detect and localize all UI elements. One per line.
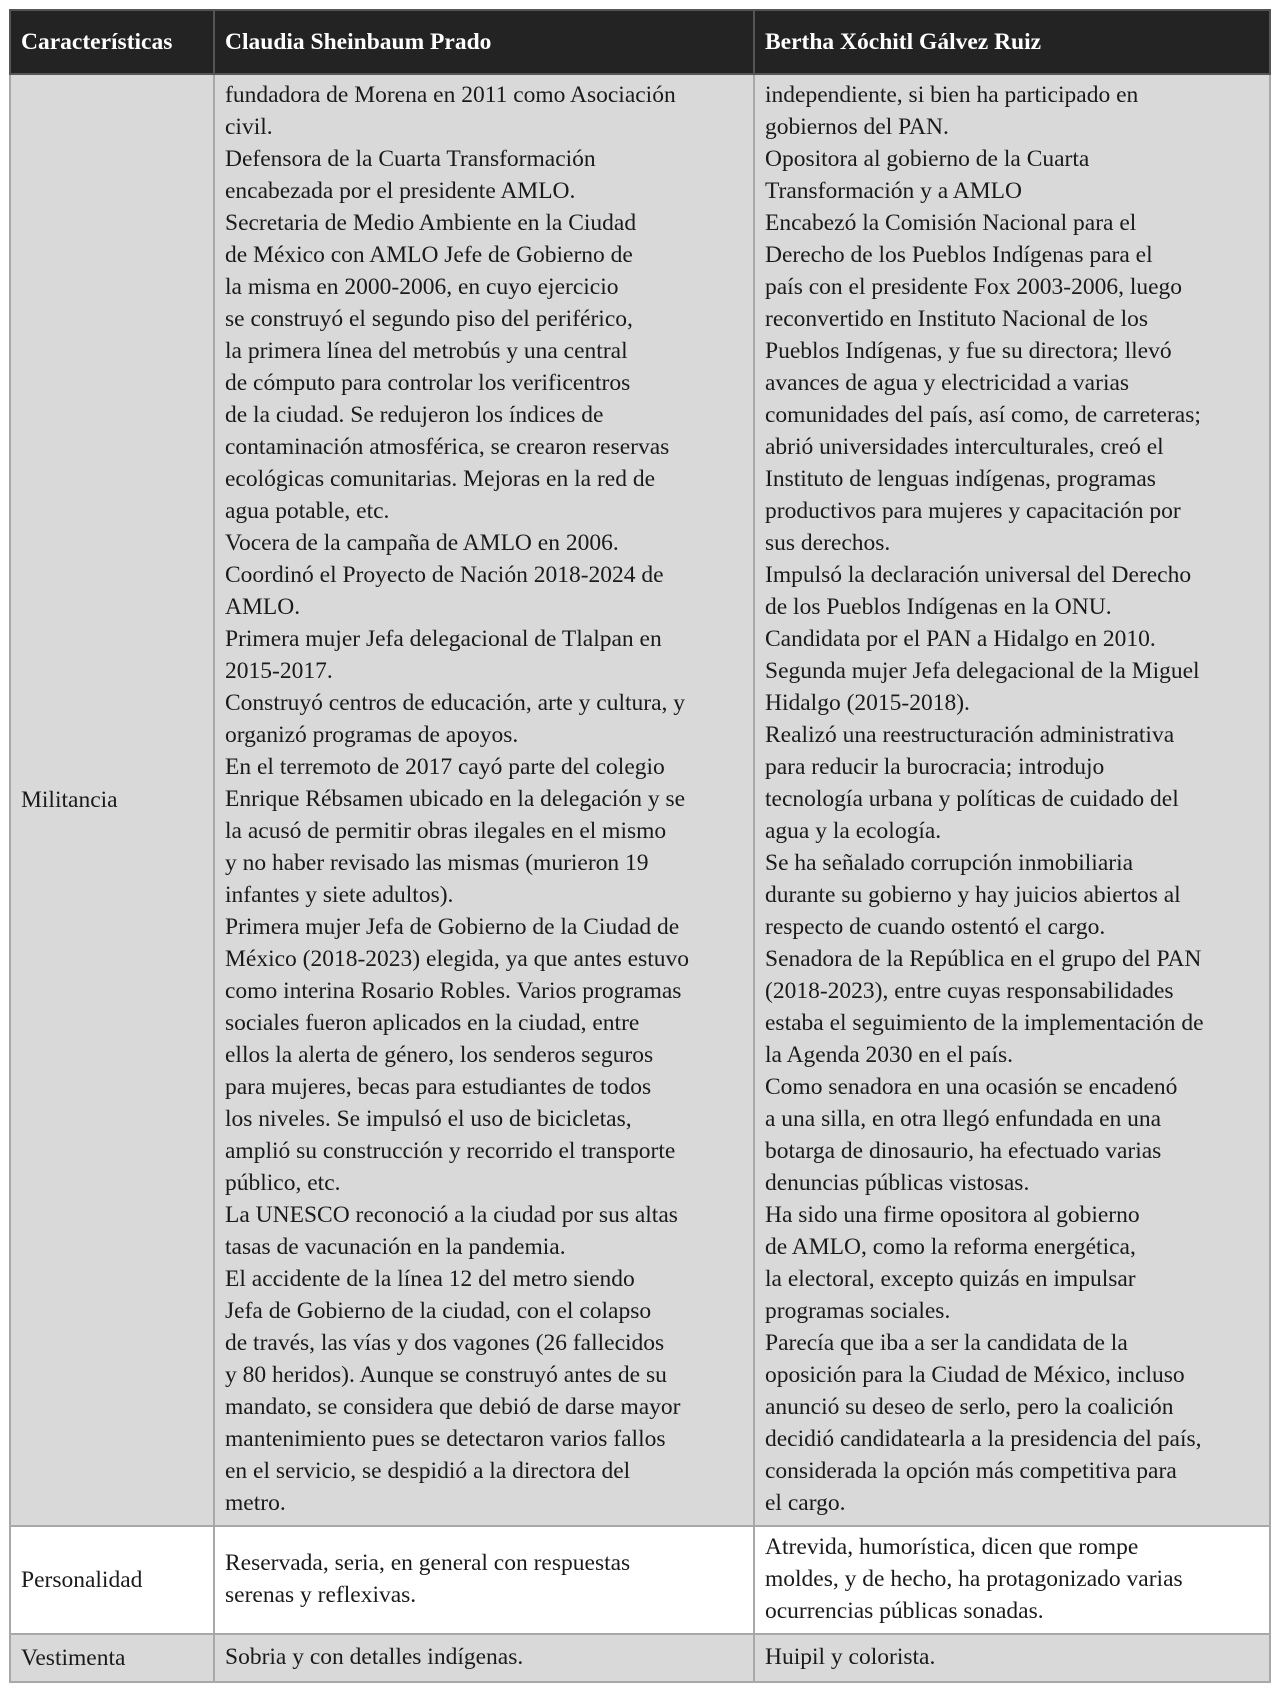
claudia-cell — [214, 74, 754, 1526]
row-label: Personalidad — [10, 1526, 214, 1634]
text-line: durante su gobierno y hay juicios abiertos al — [765, 882, 1181, 908]
text-line: ellos la alerta de género, los senderos seguros — [225, 1042, 654, 1068]
text-line: Reservada, seria, en general con respuestas — [225, 1550, 631, 1576]
text-line: El accidente de la línea 12 del metro siendo — [225, 1266, 635, 1292]
text-line: abrió universidades interculturales, creó el — [765, 434, 1164, 460]
text-line: Como senadora en una ocasión se encadenó — [765, 1074, 1178, 1100]
text-line: Construyó centros de educación, arte y cultura, y — [225, 690, 686, 716]
text-line: fundadora de Morena en 2011 como Asociación — [225, 82, 676, 108]
text-line: moldes, y de hecho, ha protagonizado varias — [765, 1566, 1183, 1592]
text-line: independiente, si bien ha participado en — [765, 82, 1139, 108]
text-line: Hidalgo (2015-2018). — [765, 690, 970, 716]
row-label: Vestimenta — [10, 1634, 214, 1682]
text-line: se construyó el segundo piso del periférico, — [225, 306, 633, 332]
text-line: Huipil y colorista. — [765, 1644, 936, 1670]
xochitl-cell — [754, 74, 1270, 1526]
xochitl-cell — [754, 1634, 1270, 1682]
text-line: de AMLO, como la reforma energética, — [765, 1234, 1136, 1260]
text-line: oposición para la Ciudad de México, incluso — [765, 1362, 1185, 1388]
row-label: Militancia — [10, 74, 214, 1526]
text-line: Derecho de los Pueblos Indígenas para el — [765, 242, 1153, 268]
text-line: país con el presidente Fox 2003-2006, luego — [765, 274, 1183, 300]
text-line: y 80 heridos). Aunque se construyó antes de su — [225, 1362, 667, 1388]
text-line: serenas y reflexivas. — [225, 1582, 417, 1608]
text-line: tecnología urbana y políticas de cuidado del — [765, 786, 1179, 812]
text-line: encabezada por el presidente AMLO. — [225, 178, 576, 204]
text-line: amplió su construcción y recorrido el transporte — [225, 1138, 676, 1164]
text-line: estaba el seguimiento de la implementación de — [765, 1010, 1204, 1036]
text-line: Instituto de lenguas indígenas, programas — [765, 466, 1156, 492]
text-line: de cómputo para controlar los verificentros — [225, 370, 631, 396]
text-line: En el terremoto de 2017 cayó parte del colegio — [225, 754, 665, 780]
text-line: y no haber revisado las mismas (murieron 19 — [225, 850, 649, 876]
text-line: Primera mujer Jefa delegacional de Tlalpan en — [225, 626, 662, 652]
text-line: gobiernos del PAN. — [765, 114, 949, 140]
claudia-cell — [214, 1634, 754, 1682]
text-line: civil. — [225, 114, 273, 140]
text-line: de México con AMLO Jefe de Gobierno de — [225, 242, 633, 268]
text-line: de través, las vías y dos vagones (26 fallecidos — [225, 1330, 665, 1356]
text-line: Realizó una reestructuración administrativa — [765, 722, 1175, 748]
text-line: productivos para mujeres y capacitación por — [765, 498, 1181, 524]
text-line: público, etc. — [225, 1170, 341, 1196]
text-line: tasas de vacunación en la pandemia. — [225, 1234, 566, 1260]
text-line: denuncias públicas vistosas. — [765, 1170, 1030, 1196]
text-line: infantes y siete adultos). — [225, 882, 454, 908]
text-line: avances de agua y electricidad a varias — [765, 370, 1130, 396]
text-line: considerada la opción más competitiva para — [765, 1458, 1177, 1484]
header-xochitl: Bertha Xóchitl Gálvez Ruiz — [754, 10, 1270, 74]
text-line: Segunda mujer Jefa delegacional de la Miguel — [765, 658, 1200, 684]
text-line: Vocera de la campaña de AMLO en 2006. — [225, 530, 619, 556]
text-line: agua y la ecología. — [765, 818, 942, 844]
text-line: Candidata por el PAN a Hidalgo en 2010. — [765, 626, 1156, 652]
text-line: comunidades del país, así como, de carreteras; — [765, 402, 1201, 428]
text-line: Coordinó el Proyecto de Nación 2018-2024 de — [225, 562, 664, 588]
text-line: Transformación y a AMLO — [765, 178, 1022, 204]
table-row-vestimenta — [10, 1634, 1270, 1682]
text-line: sus derechos. — [765, 530, 891, 556]
header-claudia: Claudia Sheinbaum Prado — [214, 10, 754, 74]
text-line: 2015-2017. — [225, 658, 333, 684]
text-line: de los Pueblos Indígenas en la ONU. — [765, 594, 1112, 620]
text-line: ecológicas comunitarias. Mejoras en la red de — [225, 466, 656, 492]
text-line: México (2018-2023) elegida, ya que antes estuvo — [225, 946, 689, 972]
text-line: contaminación atmosférica, se crearon reservas — [225, 434, 670, 460]
text-line: anunció su deseo de serlo, pero la coalición — [765, 1394, 1174, 1420]
text-line: para mujeres, becas para estudiantes de todos — [225, 1074, 652, 1100]
text-line: Se ha señalado corrupción inmobiliaria — [765, 850, 1134, 876]
text-line: la primera línea del metrobús y una central — [225, 338, 628, 364]
text-line: para reducir la burocracia; introdujo — [765, 754, 1105, 780]
claudia-cell — [214, 1526, 754, 1634]
text-line: sociales fueron aplicados en la ciudad, entre — [225, 1010, 640, 1036]
text-line: la misma en 2000-2006, en cuyo ejercicio — [225, 274, 619, 300]
text-line: mandato, se considera que debió de darse mayor — [225, 1394, 681, 1420]
text-line: organizó programas de apoyos. — [225, 722, 519, 748]
text-line: a una silla, en otra llegó enfundada en una — [765, 1106, 1162, 1132]
text-line: AMLO. — [225, 594, 301, 620]
text-line: Opositora al gobierno de la Cuarta — [765, 146, 1090, 172]
text-line: botarga de dinosaurio, ha efectuado varias — [765, 1138, 1162, 1164]
text-line: respecto de cuando ostentó el cargo. — [765, 914, 1106, 940]
table-row-personalidad — [10, 1526, 1270, 1634]
header-caracteristicas: Características — [10, 10, 214, 74]
text-line: Sobria y con detalles indígenas. — [225, 1644, 524, 1670]
text-line: en el servicio, se despidió a la directora del — [225, 1458, 631, 1484]
text-line: Senadora de la República en el grupo del PAN — [765, 946, 1202, 972]
text-line: Impulsó la declaración universal del Derecho — [765, 562, 1192, 588]
text-line: Jefa de Gobierno de la ciudad, con el colapso — [225, 1298, 652, 1324]
text-line: reconvertido en Instituto Nacional de los — [765, 306, 1149, 332]
text-line: Pueblos Indígenas, y fue su directora; llevó — [765, 338, 1172, 364]
text-line: la Agenda 2030 en el país. — [765, 1042, 1013, 1068]
text-line: Enrique Rébsamen ubicado en la delegación y se — [225, 786, 686, 812]
table-row-militancia — [10, 74, 1270, 1526]
header-row — [10, 10, 1270, 74]
text-line: la acusó de permitir obras ilegales en el mismo — [225, 818, 667, 844]
text-line: de la ciudad. Se redujeron los índices de — [225, 402, 604, 428]
text-line: agua potable, etc. — [225, 498, 390, 524]
text-line: Secretaria de Medio Ambiente en la Ciudad — [225, 210, 637, 236]
text-line: mantenimiento pues se detectaron varios fallos — [225, 1426, 666, 1452]
text-line: la electoral, excepto quizás en impulsar — [765, 1266, 1136, 1292]
text-line: programas sociales. — [765, 1298, 951, 1324]
text-line: ocurrencias públicas sonadas. — [765, 1598, 1044, 1624]
text-line: (2018-2023), entre cuyas responsabilidades — [765, 978, 1174, 1004]
text-line: los niveles. Se impulsó el uso de bicicletas, — [225, 1106, 632, 1132]
comparison-table — [9, 9, 1271, 1683]
text-line: metro. — [225, 1490, 286, 1516]
text-line: Primera mujer Jefa de Gobierno de la Ciudad de — [225, 914, 680, 940]
text-line: Parecía que iba a ser la candidata de la — [765, 1330, 1128, 1356]
xochitl-cell — [754, 1526, 1270, 1634]
text-line: Encabezó la Comisión Nacional para el — [765, 210, 1137, 236]
text-line: Ha sido una firme opositora al gobierno — [765, 1202, 1140, 1228]
text-line: el cargo. — [765, 1490, 846, 1516]
text-line: decidió candidatearla a la presidencia del país, — [765, 1426, 1202, 1452]
text-line: como interina Rosario Robles. Varios programas — [225, 978, 682, 1004]
text-line: La UNESCO reconoció a la ciudad por sus altas — [225, 1202, 678, 1228]
text-line: Defensora de la Cuarta Transformación — [225, 146, 596, 172]
text-line: Atrevida, humorística, dicen que rompe — [765, 1534, 1139, 1560]
